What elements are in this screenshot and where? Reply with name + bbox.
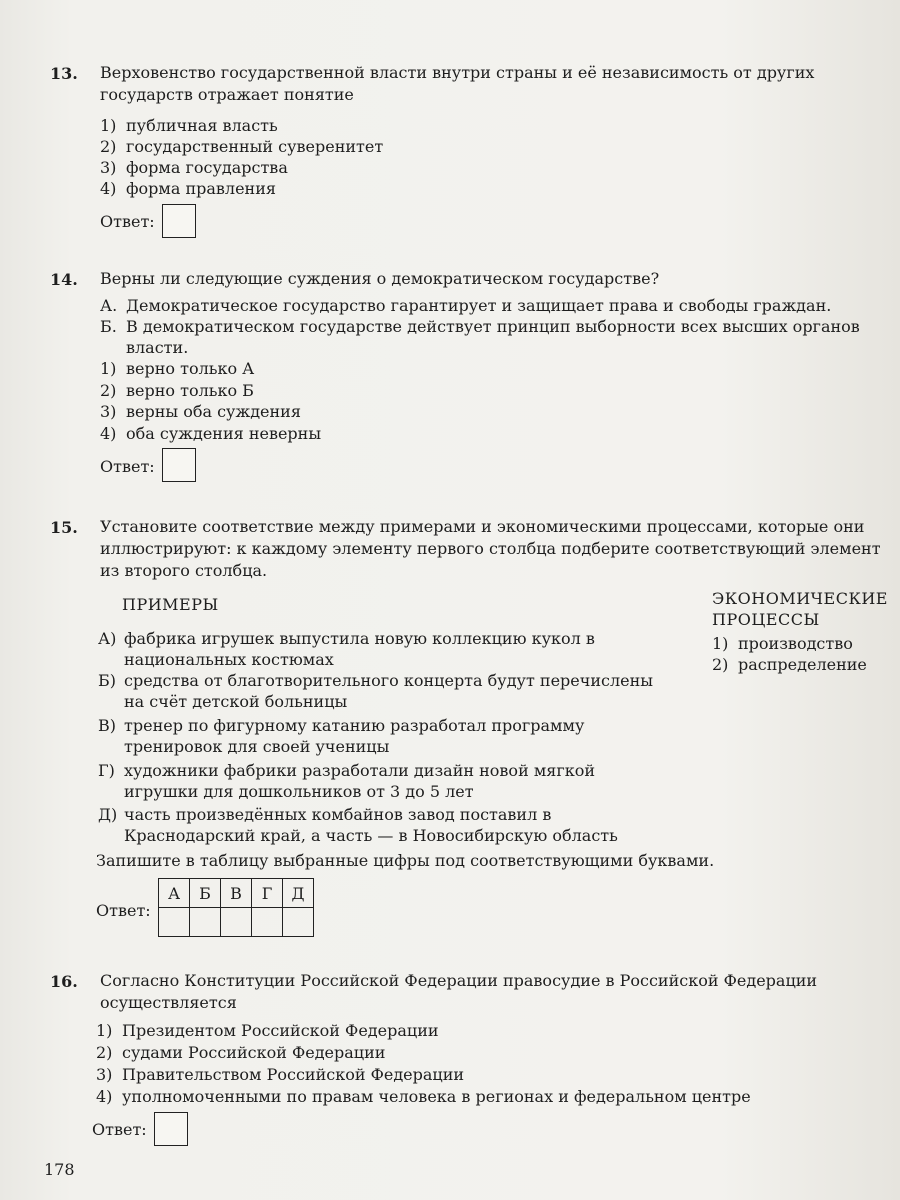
answer-label: Ответ: (100, 457, 155, 476)
q14-answer-box[interactable] (162, 448, 196, 482)
q15-answer-table (158, 878, 314, 937)
q14-statement-a (100, 295, 860, 316)
option-text: судами Российской Федерации (122, 1043, 386, 1062)
processes-column-header-line2: ПРОЦЕССЫ (712, 610, 820, 629)
q13-option-3 (100, 157, 288, 178)
table-header-cell: А (159, 879, 190, 908)
statement-text: В демократическом государстве действует принцип выборности всех высших органов власти. (126, 317, 860, 357)
answer-cell-b[interactable] (190, 908, 221, 937)
option-number: 2) (96, 1043, 113, 1062)
q16-option-2 (96, 1042, 385, 1063)
example-a (98, 628, 658, 670)
answer-cell-d[interactable] (283, 908, 314, 937)
q16-option-4 (96, 1086, 751, 1107)
option-number: 1) (100, 359, 117, 378)
page-number: 178 (44, 1160, 75, 1179)
option-text: публичная власть (126, 116, 278, 135)
option-text: производство (738, 634, 853, 653)
option-text: Президентом Российской Федерации (122, 1021, 439, 1040)
question-text: Согласно Конституции Российской Федерации правосудие в Российской Федерации осуществляется (100, 971, 818, 1012)
option-text: государственный суверенитет (126, 137, 384, 156)
example-text: фабрика игрушек выпустила новую коллекцию кукол в национальных костюмах (124, 629, 595, 669)
q13-option-2 (100, 136, 383, 157)
option-number: 3) (96, 1065, 113, 1084)
option-number: 1) (100, 116, 117, 135)
q14-statement-b (100, 316, 860, 358)
example-text: средства от благотворительного концерта будут перечислены на счёт детской больницы (124, 671, 653, 711)
option-number: 1) (712, 634, 729, 653)
question-text: Верны ли следующие суждения о демократическом государстве? (100, 269, 660, 288)
q14-option-3 (100, 401, 301, 422)
process-1 (712, 633, 853, 654)
statement-letter: Б. (100, 317, 117, 336)
question-number: 15. (50, 518, 78, 537)
answer-label: Ответ: (92, 1120, 147, 1139)
process-2 (712, 654, 867, 675)
q14-option-2 (100, 380, 254, 401)
option-text: распределение (738, 655, 867, 674)
table-answer-row (159, 908, 314, 937)
example-d (98, 804, 658, 846)
q16-option-1 (96, 1020, 439, 1041)
option-text: уполномоченными по правам человека в регионах и федеральном центре (122, 1087, 751, 1106)
option-number: 4) (100, 424, 117, 443)
q14-option-1 (100, 358, 254, 379)
option-number: 2) (100, 381, 117, 400)
option-text: верны оба суждения (126, 402, 301, 421)
answer-label: Ответ: (96, 901, 151, 920)
question-number: 13. (50, 64, 78, 83)
q14-option-4 (100, 423, 321, 444)
table-header-cell: Б (190, 879, 221, 908)
example-letter: Д) (98, 805, 118, 824)
answer-cell-v[interactable] (221, 908, 252, 937)
example-text: художники фабрики разработали дизайн новой мягкой игрушки для дошкольников от 3 до 5 лет (124, 761, 596, 801)
statement-letter: А. (100, 296, 118, 315)
example-letter: Г) (98, 761, 115, 780)
option-number: 3) (100, 402, 117, 421)
example-letter: А) (98, 629, 117, 648)
table-instruction: Запишите в таблицу выбранные цифры под соответствующими буквами. (96, 851, 715, 870)
option-number: 3) (100, 158, 117, 177)
option-text: форма государства (126, 158, 288, 177)
processes-column-header-line1: ЭКОНОМИЧЕСКИЕ (712, 589, 888, 608)
option-text: верно только Б (126, 381, 254, 400)
table-header-cell: В (221, 879, 252, 908)
answer-label: Ответ: (100, 212, 155, 231)
example-g (98, 760, 658, 802)
example-v (98, 715, 658, 757)
example-b (98, 670, 658, 712)
question-number: 16. (50, 972, 78, 991)
example-text: тренер по фигурному катанию разработал программу тренировок для своей ученицы (124, 716, 585, 756)
table-header-cell: Д (283, 879, 314, 908)
question-number: 14. (50, 270, 78, 289)
q13-answer-box[interactable] (162, 204, 196, 238)
table-header-cell: Г (252, 879, 283, 908)
option-number: 1) (96, 1021, 113, 1040)
option-text: форма правления (126, 179, 276, 198)
q16-option-3 (96, 1064, 464, 1085)
q16-answer-box[interactable] (154, 1112, 188, 1146)
q13-option-4 (100, 178, 276, 199)
option-number: 2) (712, 655, 729, 674)
example-text: часть произведённых комбайнов завод поставил в Краснодарский край, а часть — в Новосибирскую область (124, 805, 618, 845)
example-letter: Б) (98, 671, 116, 690)
option-number: 4) (100, 179, 117, 198)
option-text: верно только А (126, 359, 255, 378)
option-number: 4) (96, 1087, 113, 1106)
q13-option-1 (100, 115, 278, 136)
option-text: Правительством Российской Федерации (122, 1065, 465, 1084)
question-text: Верховенство государственной власти внутри страны и её независимость от других государств отражает понятие (100, 63, 815, 104)
example-letter: В) (98, 716, 116, 735)
question-text: Установите соответствие между примерами и экономическими процессами, которые они иллюстрируют: к каждому элементу первого столбца подберите соответствующий элемент из второго столбца. (100, 517, 881, 580)
option-number: 2) (100, 137, 117, 156)
option-text: оба суждения неверны (126, 424, 322, 443)
answer-cell-a[interactable] (159, 908, 190, 937)
statement-text: Демократическое государство гарантирует и защищает права и свободы граждан. (126, 296, 832, 315)
examples-column-header: ПРИМЕРЫ (122, 595, 219, 614)
table-header-row (159, 879, 314, 908)
answer-cell-g[interactable] (252, 908, 283, 937)
